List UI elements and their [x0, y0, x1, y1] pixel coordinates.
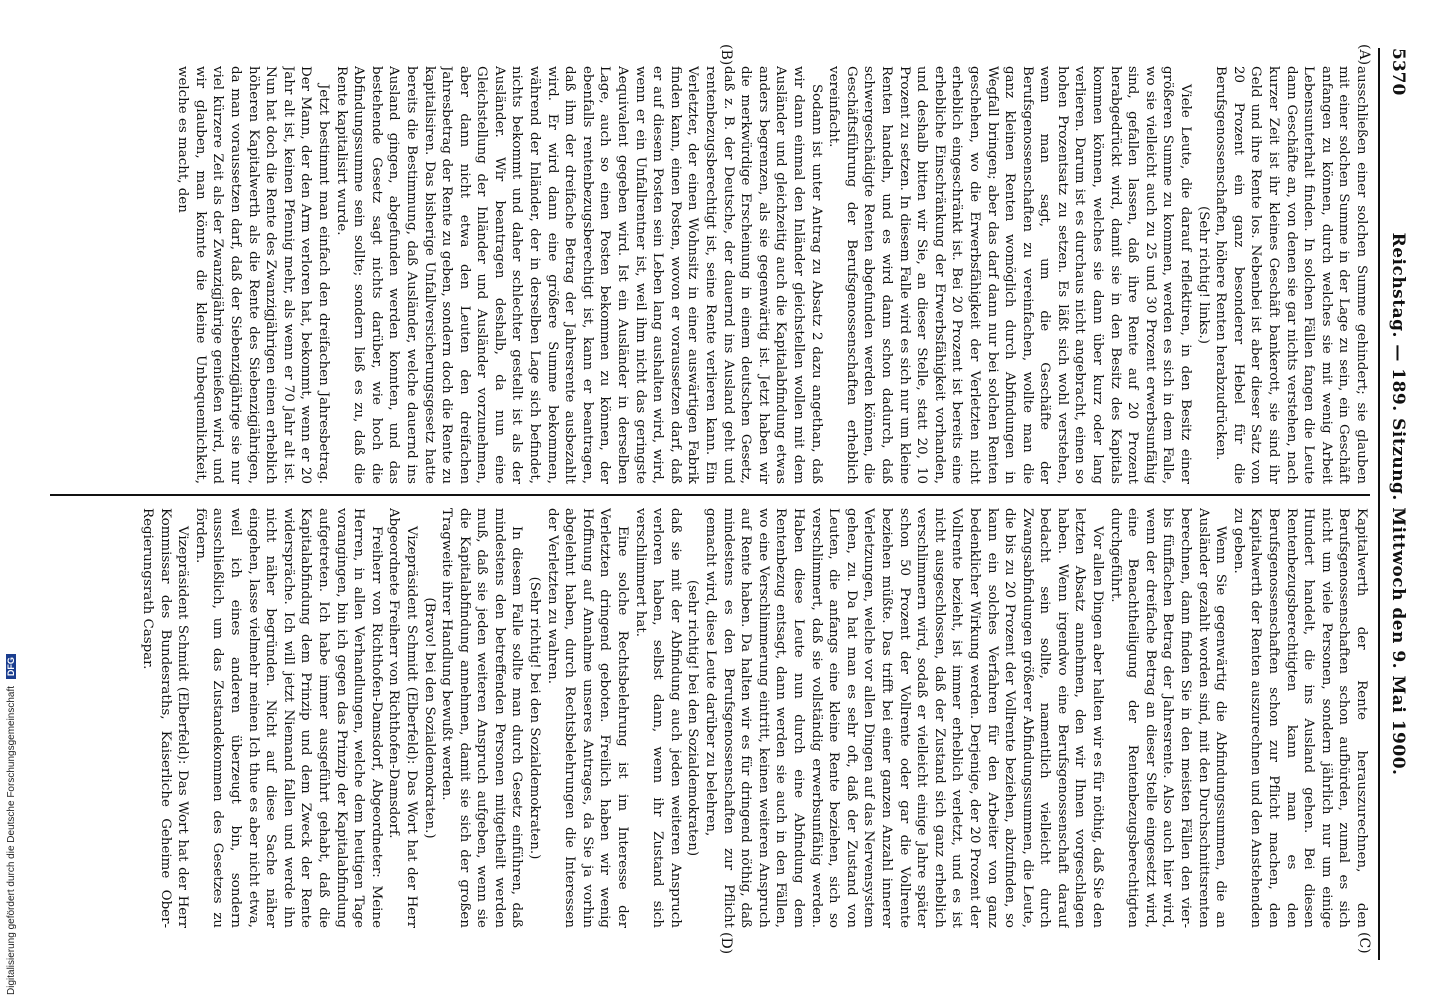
page-title: Reichstag. — 189. Sitzung. Mittwoch den 9. Mai 1900.: [1388, 232, 1408, 776]
page-header: [1382, 48, 1412, 960]
column-divider: [50, 494, 1370, 496]
paragraph: Kapitalwerth der Rente herauszurechnen, den Berufsgenossenschaften schon aufbürden, zumal es sich nicht um viele Personen, sondern jährlich nur um einige Hundert handelt, die ins Ausland gehen. Bei diesen Rentenbezugsberechtigten kann man es den Berufsgenossenschaften schon zur Pflicht machen, den Kapitalwerth der Renten auszurechnen und den Anstehenden zu geben.: [1230, 508, 1369, 928]
margin-letter-c: (C): [1356, 932, 1372, 954]
dfg-logo: DFG: [6, 654, 16, 679]
interjection: (Sehr richtig! links.): [1195, 206, 1211, 344]
paragraph: Viele Leute, die darauf reflektiren, in den Besitz einer größeren Summe zu kommen, werden es sich in dem Falle, wo sie vielleicht auch zu 25 und 30 Prozent erwerbsunfähig sind, gefallen lassen, daß ihre Rente auf 20 Prozent herabgedrückt wird, damit sie in den Besitz des Kapitals kommen können, welches sie dann über kurz oder lang verlieren. Darum ist es durchaus nicht angebracht, einen so hohen Prozentsatz zu setzen. Es läßt sich wohl verstehen, wenn man sagt, um die Geschäfte der Berufsgenossenschaften zu vereinfachen, wollte man die ganz kleinen Renten womöglich durch Abfindungen in Wegfall bringen; aber das darf dann nur bei solchen Renten geschehen, wo die Erwerbsfähigkeit der Verletzten nicht erheblich eingeschränkt ist. Bei 20 Prozent ist bereits eine erhebliche Einschränkung der Erwerbsfähigkeit vorhanden, und deshalb bitten wir Sie, an dieser Stelle, statt 20, 10 Prozent zu setzen. In diesem Falle wird es sich nur um kleine Renten handeln, und es wird dann schon dadurch, daß schwergeschädigte Renten abgefunden werden können, die Geschäftsführung der Berufsgenossenschaften erheblich vereinfacht.: [826, 66, 1194, 484]
paragraph: daß sie mit der Abfindung auch jeden weiteren Anspruch verloren haben, selbst dann, wenn ihr Zustand sich verschlimmert hat.: [632, 508, 683, 928]
left-text-column: [40, 66, 1370, 484]
right-text-column: [40, 508, 1370, 928]
paragraph: Sodann ist unter Antrag zu Absatz 2 dazu angethan, daß wir dann einmal den Inländer gleichstellen wollen mit dem Ausländer und gleichzeitig auch die Kapitalabfindung etwas anders begrenzen, als sie gegenwärtig ist. Jetzt haben wir die merkwürdige Erscheinung in einem deutschen Gesetz, daß z. B. der Deutsche, der dauernd ins Ausland geht und rentenbezugsberechtigt ist, seine Rente verlieren kann. Ein Verletzter, der einen Wohnsitz in einer auswärtigen Fabrik finden kann, einen Posten, wovon er voraussetzen darf, daß er auf diesem Posten sein Leben lang aushalten wird, wird, wenn er ein Unfallrentner ist, weil ihm nicht das geringste Aequivalent gegeben wird. Ist ein Ausländer in derselben Lage, auch so einen Posten bekommen zu können, der ebenfalls rentenbezugsberechtigt ist, kann er beantragen, daß ihm der dreifache Betrag der Jahresrente ausbezahlt wird. Er wird dann eine größere Summe bekommen, während der Inländer, der in derselben Lage sich befindet, nichts bekommt und daher schlechter gestellt ist als der Ausländer. Wir beantragen deshalb, da nun eine Gleichstellung der Inländer und Ausländer vorzunehmen, aber dann nicht etwa den Leuten den dreifachen Jahresbetrag der Rente zu geben, sondern doch die Rente zu kapitalisiren. Das bisherige Unfallversicherungsgesetz hatte bereits die Bestimmung, daß Ausländer, welche dauernd ins Ausland gingen, abgefunden werden konnten, und das bestehende Gesetz sagt nichts darüber, wie hoch die Abfindungssumme sein sollte; sondern ließ es zu, daß die Rente kapitalisirt wurde.: [333, 66, 824, 484]
interjection: (Sehr richtig! bei den Sozialdemokraten.): [527, 576, 543, 860]
margin-letter-a: (A): [1356, 44, 1372, 66]
interjection: (sehr richtig! bei den Sozialdemokraten): [685, 579, 701, 857]
paragraph: Eine solche Rechtsbelehrung ist im Interesse der Verletzten dringend geboten. Freilich haben wir wenig Hoffnung auf Annahme unseres Antrages, da Sie ja vorhin abgelehnt haben, durch Rechtsbelehrungen die Interessen der Verletzten zu wahren.: [544, 508, 631, 928]
paragraph: Vor allen Dingen aber halten wir es für nöthig, daß Sie den letzten Absatz annehmen, den wir Ihnen vorgeschlagen haben. Wenn irgendwo eine Berufsgenossenschaft darauf bedacht sein sollte, namentlich vielleicht durch Zwangsabfindungen größerer Abfindungssummen, die Leute, die bis zu 20 Prozent der Vollrente beziehen, abzufinden, so kann ein solches Verfahren für den Arbeiter von ganz bedenklicher Wirkung werden. Derjenige, der 20 Prozent der Vollrente bezieht, ist immer erheblich verletzt, und es ist nicht ausgeschlossen, daß der Zustand sich ganz erheblich verschlimmern wird, sodaß er vielleicht einige Jahre später schon 50 Prozent der Vollrente oder gar die Vollrente beziehen müßte. Das trifft bei einer ganzen Anzahl innerer Verletzungen, welche vor allen Dingen auf das Nervensystem gehen, zu. Da hat man es sehr oft, daß der Zustand von Leuten, die anfangs eine kleine Rente beziehen, sich so verschlimmert, daß sie vollständig erwerbsunfähig werden. Haben diese Leute nun durch eine Abfindung dem Rentenbezug entsagt, dann werden sie auch in den Fällen, wo eine Verschlimmerung eintritt, keinen weiteren Anspruch auf Rente haben. Da halten wir es für dringend nöthig, daß mindestens es den Berufsgenossenschaften zur Pflicht gemacht wird, diese Leute darüber zu belehren,: [703, 508, 1106, 928]
paragraph: Wenn Sie gegenwärtig die Abfindungssummen, die an Ausländer gezahlt worden sind, mit den Durchschnittsrenten berechnen, dann finden Sie in den meisten Fällen den vier- bis fünffachen Betrag der Jahresrente. Also auch hier wird, wenn der dreifache Betrag an dieser Stelle eingesetzt wird, eine Benachtheiligung der Rentenbezugsberechtigten durchgeführt.: [1107, 508, 1229, 928]
paragraph: ausschließen einer solchen Summe gehindert; sie glauben mit einer solchen Summe in der Lage zu sein, ein Geschäft anfangen zu können, durch welches sie mit wenig Arbeit Lebensunterhalt finden. In solchen Fällen fangen die Leute dann Geschäfte an, von denen sie gar nichts verstehen, nach kurzer Zeit ist ihr kleines Geschäft bankerott, sie sind ihr Geld und ihre Rente los. Nebenbei ist aber dieser Satz von 20 Prozent ein ganz besonderer Hebel für die Berufsgenossenschaften, höhere Renten herabzudrücken.: [1213, 66, 1369, 484]
margin-letter-d: (D): [718, 932, 734, 955]
page-number: 5370: [1388, 48, 1408, 96]
footer-text: Digitalisierung gefördert durch die Deutsche Forschungsgemeinschaft: [6, 685, 17, 995]
margin-letter-b: (B): [718, 44, 734, 66]
header-rule: [1378, 48, 1380, 960]
speaker-paragraph: Freiherr von Richthofen-Damsdorf, Abgeordneter: Meine Herren, in allen Verhandlungen, welche dem heutigen Tage vorangingen, bin ich gegen das Prinzip der Kapitalabfindung aufgetreten. Ich habe immer ausgeführt gehabt, daß die Kapitalabfindung dem Prinzip und dem Zweck der Rente widerspräche. Ich will jetzt Niemand fallen und werde ihn nicht näher begründen. Nicht auf diese Sache näher eingehen, lasse vielmehr meinen Ich thue es aber nicht etwa, weil ich eines anderen überzeugt bin, sondern ausschließlich, um das Zustandekommen des Gesetzes zu fördern.: [192, 508, 384, 928]
speaker-paragraph: Vizepräsident Schmidt (Elberfeld): Das Wort hat der Herr Kommissar des Bundesraths, Kaiserliche Geheime Ober-Regierungsrath Caspar.: [140, 508, 191, 928]
digitization-footer: [6, 605, 20, 995]
paragraph: Jetzt bestimmt man einfach den dreifachen Jahresbetrag. Der Mann, der den Arm verloren hat, bekommt, wenn er 20 Jahr alt ist, keinen Pfennig mehr, als wenn er 70 Jahr alt ist. Nun hat doch die Rente des Zwanzigjährigen einen erheblich höheren Kapitalwerth als die Rente des Siebenzigjährigen, da man voraussetzen darf, daß der Siebenzigjährige sie nur viel kürzere Zeit als der Zwanzigjährige genießen wird, und wir glauben, man könnte die kleine Unbequemlichkeit, welche es macht, den: [175, 66, 331, 484]
speaker-paragraph: Vizepräsident Schmidt (Elberfeld): Das Wort hat der Herr Abgeordnete Freiherr von Richthofen-Damsdorf.: [386, 508, 419, 928]
interjection: (Bravo! bei den Sozialdemokraten.): [421, 597, 437, 839]
paragraph: In diesem Falle sollte man durch Gesetz einführen, daß mindestens den betreffenden Personen mitgetheilt werden muß, daß sie jeden weiteren Anspruch aufgeben, wenn sie die Kapitalabfindung annehmen, damit sie sich der großen Tragweite ihrer Handlung bewußt werden.: [439, 508, 525, 928]
